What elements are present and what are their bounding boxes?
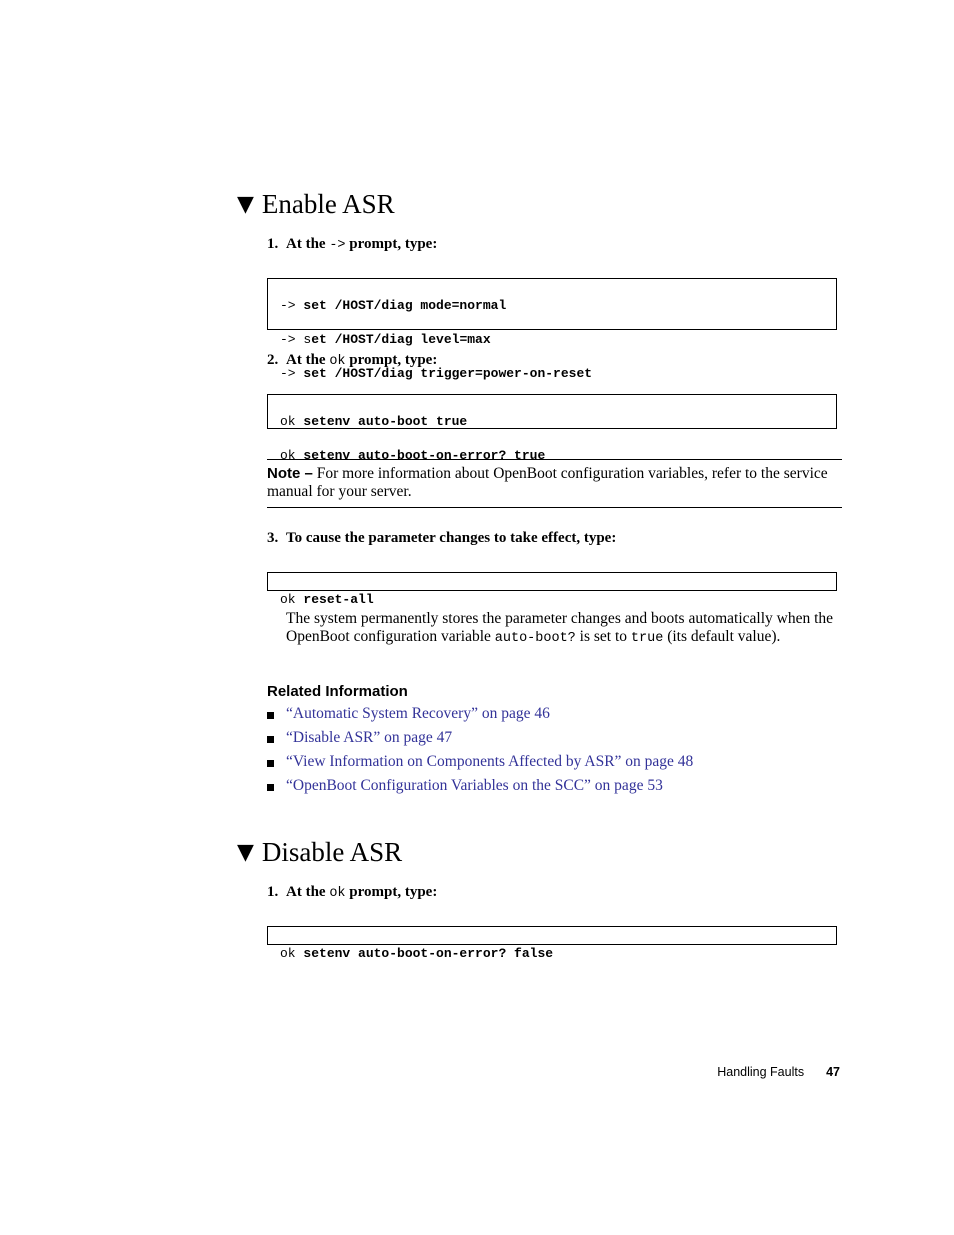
related-information-heading: Related Information [267, 683, 408, 700]
triangle-down-icon: ▼ [237, 840, 254, 865]
related-links-list [267, 705, 693, 801]
note-label: Note – [267, 465, 313, 482]
code-line: -> set /HOST/diag level=max [280, 332, 491, 347]
code-line: ok setenv auto-boot-on-error? true [280, 448, 546, 463]
bullet-icon [267, 736, 274, 743]
list-item [267, 753, 693, 777]
list-item [267, 705, 693, 729]
code-block-disable [267, 926, 837, 961]
enable-asr-title: Enable ASR [261, 189, 395, 219]
code-line: ok setenv auto-boot-on-error? false [280, 946, 554, 961]
code-block-openboot [267, 394, 837, 463]
enable-asr-heading [237, 189, 395, 220]
code-line: ok setenv auto-boot true [280, 414, 468, 429]
list-item [267, 729, 693, 753]
page-footer [717, 1065, 840, 1079]
link-disable-asr[interactable]: “Disable ASR” on page 47 [286, 729, 453, 746]
explanation-paragraph: The system permanently stores the parameter changes and boots automatically when the OpenBoot configuration variable auto-boot? is set to true (its default value). [286, 610, 834, 646]
code-block-reset [267, 572, 837, 607]
bullet-icon [267, 712, 274, 719]
code-line: -> set /HOST/diag mode=normal [280, 298, 507, 313]
link-view-information[interactable]: “View Information on Components Affected by ASR” on page 48 [286, 753, 694, 770]
enable-step-1: 1. At the -> prompt, type: [267, 236, 438, 253]
page-number: 47 [826, 1065, 840, 1079]
note-top-rule [267, 459, 842, 460]
enable-step-2: 2. At the ok prompt, type: [267, 352, 438, 369]
bullet-icon [267, 760, 274, 767]
disable-asr-title: Disable ASR [261, 837, 403, 867]
link-openboot-config-variables[interactable]: “OpenBoot Configuration Variables on the SCC” on page 53 [286, 777, 663, 794]
bullet-icon [267, 784, 274, 791]
disable-step-1: 1. At the ok prompt, type: [267, 884, 438, 901]
note-bottom-rule [267, 507, 842, 508]
triangle-down-icon: ▼ [237, 192, 254, 217]
note-text: For more information about OpenBoot configuration variables, refer to the service manual for your server. [267, 465, 828, 500]
code-line: -> set /HOST/diag trigger=power-on-reset [280, 366, 593, 381]
note [267, 465, 842, 501]
list-item [267, 777, 693, 801]
enable-step-3: 3. To cause the parameter changes to take effect, type: [267, 530, 617, 546]
disable-asr-heading [237, 837, 402, 868]
link-automatic-system-recovery[interactable]: “Automatic System Recovery” on page 46 [286, 705, 550, 722]
code-line: ok reset-all [280, 592, 374, 607]
footer-section-title: Handling Faults [717, 1065, 805, 1079]
